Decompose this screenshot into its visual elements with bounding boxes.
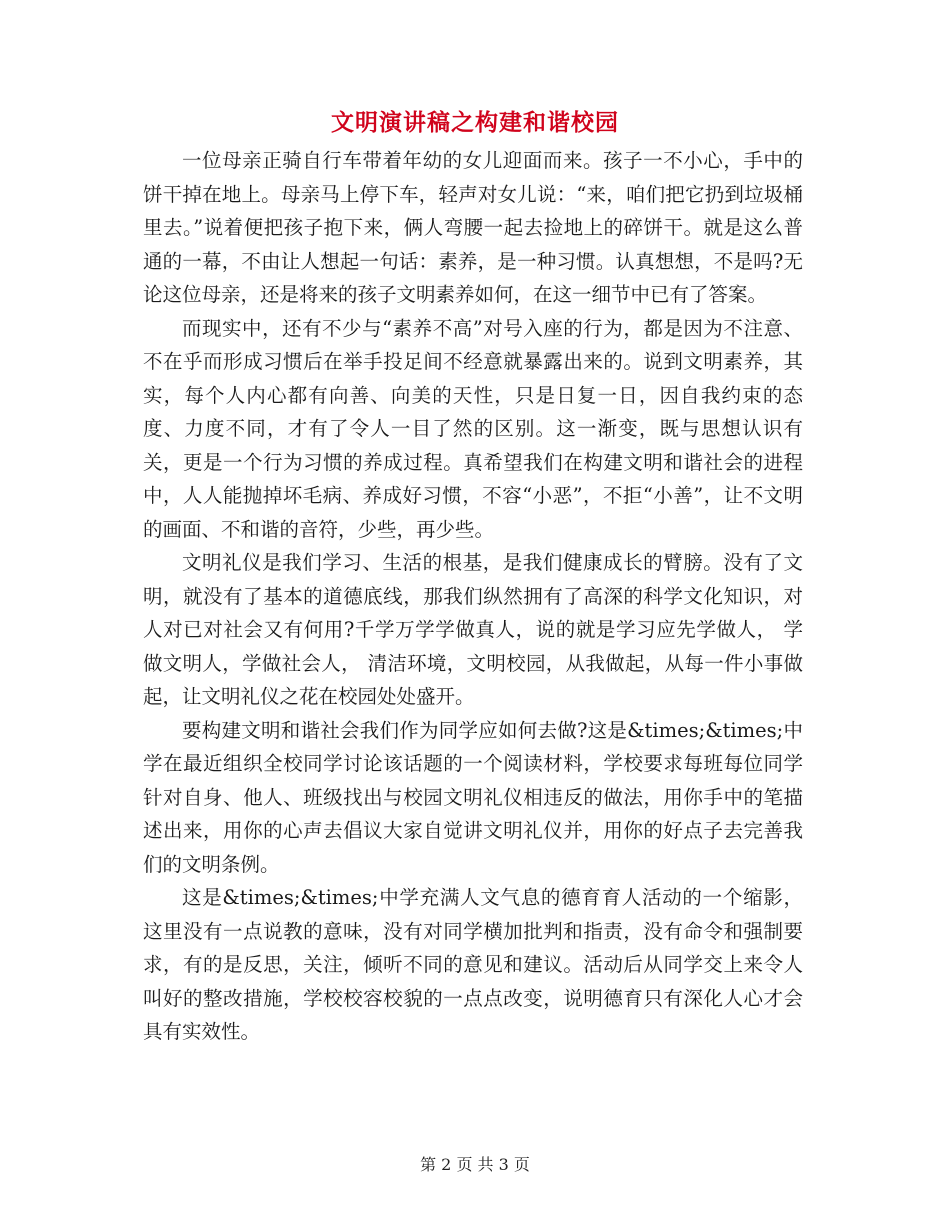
page-footer: 第 2 页 共 3 页 xyxy=(420,1155,530,1174)
paragraph-1: 一位母亲正骑自行车带着年幼的女儿迎面而来。孩子一不小心，手中的饼干掉在地上。母亲马上停下车，轻声对女儿说：“来，咱们把它扔到垃圾桶里去。”说着便把孩子抱下来，俩人弯腰一起去捡地上的碎饼干。就是这么普通的一幕，不由让人想起一句话：素养，是一种习惯。认真想想，不是吗?无论这位母亲，还是将来的孩子文明素养如何，在这一细节中已有了答案。 xyxy=(143,149,803,306)
paragraph-5: 这是&times;&times;中学充满人文气息的德育育人活动的一个缩影，这里没有一点说教的意味，没有对同学横加批判和指责，没有命令和强制要求，有的是反思，关注，倾听不同的意见和建议。活动后从同学交上来令人叫好的整改措施，学校校容校貌的一点点改变，说明德育只有深化人心才会具有实效性。 xyxy=(143,886,803,1043)
paragraph-4: 要构建文明和谐社会我们作为同学应如何去做?这是&times;&times;中学在最近组织全校同学讨论该话题的一个阅读材料，学校要求每班每位同学针对自身、他人、班级找出与校园文明礼仪相违反的做法，用你手中的笔描述出来，用你的心声去倡议大家自觉讲文明礼仪并，用你的好点子去完善我们的文明条例。 xyxy=(143,718,803,876)
page-title: 文明演讲稿之构建和谐校园 xyxy=(331,109,619,136)
document-body xyxy=(143,144,803,1049)
paragraph-3: 文明礼仪是我们学习、生活的根基，是我们健康成长的臂膀。没有了文明，就没有了基本的道德底线，那我们纵然拥有了高深的科学文化知识，对人对已对社会又有何用?千学万学学做真人，说的就是学习应先学做人， 学做文明人，学做社会人， 清洁环境，文明校园，从我做起，从每一件小事做起，让文明礼仪之花在校园处处盛开。 xyxy=(143,551,803,708)
paragraph-2: 而现实中，还有不少与“素养不高”对号入座的行为，都是因为不注意、不在乎而形成习惯后在举手投足间不经意就暴露出来的。说到文明素养，其实，每个人内心都有向善、向美的天性，只是日复一日，因自我约束的态度、力度不同，才有了令人一目了然的区别。这一渐变，既与思想认识有关，更是一个行为习惯的养成过程。真希望我们在构建文明和谐社会的进程中，人人能抛掉坏毛病、养成好习惯，不容“小恶”，不拒“小善”，让不文明的画面、不和谐的音符，少些，再少些。 xyxy=(143,316,803,541)
